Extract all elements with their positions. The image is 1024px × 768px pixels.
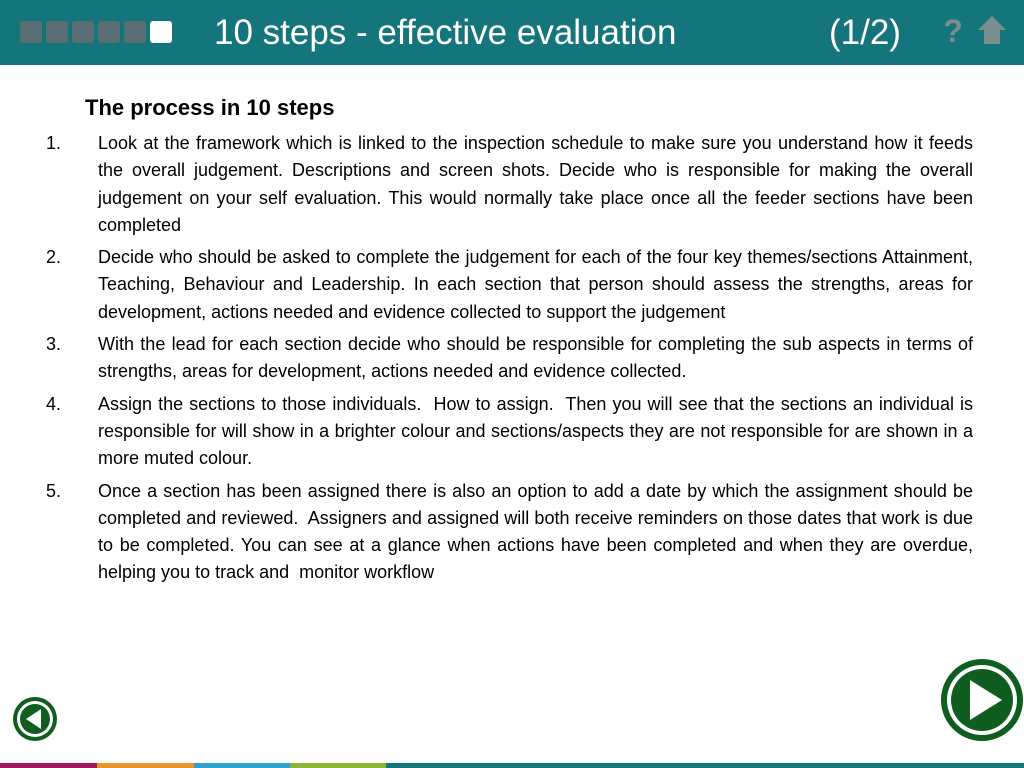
step-text: Once a section has been assigned there is also an option to add a date by which the assignment should be completed and reviewed. Assigners and assigned will both receive reminders on those dates that work is due to be completed. You can see at a glance when actions have been completed and when they are overdue, helping you to track and monitor workflow [98, 480, 979, 583]
step-number: 5. [46, 480, 62, 501]
next-button[interactable] [940, 658, 1024, 742]
progress-step [98, 21, 120, 43]
progress-step [124, 21, 146, 43]
footer-color-strip [0, 763, 1024, 768]
step-number: 2. [46, 247, 62, 268]
list-item [0, 478, 1024, 587]
footer-strip-segment [386, 763, 1024, 768]
page-title: 10 steps - effective evaluation [214, 13, 677, 52]
step-text: Assign the sections to those individuals. How to assign. Then you will see that the sections an individual is responsible for will show in a brighter colour and sections/aspects they are not responsible for are shown in a more muted colour. [98, 393, 979, 469]
step-number: 1. [46, 133, 62, 153]
footer-strip-segment [194, 763, 290, 768]
step-text: With the lead for each section decide who should be responsible for completing the sub aspects in terms of strengths, areas for development, actions needed and evidence collected. [98, 334, 979, 382]
page-indicator: (1/2) [829, 13, 901, 52]
footer-strip-segment [290, 763, 386, 768]
progress-step [46, 21, 68, 43]
section-heading: The process in 10 steps [85, 95, 335, 120]
step-text: Look at the framework which is linked to the inspection schedule to make sure you understand how it feeds the overall judgement. Descriptions and screen shots. Decide who is responsible for making the overall judgement on your self evaluation. This would normally take place once all the feeder sections have been completed [98, 133, 979, 235]
header-bar [0, 0, 1024, 65]
list-item [0, 391, 1024, 473]
footer-strip-segment [97, 763, 194, 768]
step-text: Decide who should be asked to complete the judgement for each of the four key themes/sections Attainment, Teaching, Behaviour and Leadership. In each section that person should assess the strengths, areas for development, actions needed and evidence collected to support the judgement [98, 247, 979, 322]
step-number: 3. [46, 334, 62, 355]
home-icon[interactable] [976, 14, 1008, 46]
progress-indicator [20, 21, 172, 43]
progress-step [72, 21, 94, 43]
progress-step-current [150, 21, 172, 43]
list-item [0, 130, 1024, 239]
help-icon[interactable]: ? [943, 13, 963, 49]
back-button[interactable] [12, 696, 58, 742]
progress-step [20, 21, 42, 43]
step-number: 4. [46, 393, 62, 414]
footer-strip-segment [0, 763, 97, 768]
list-item [0, 331, 1024, 386]
list-item [0, 244, 1024, 326]
steps-list [0, 130, 1024, 592]
